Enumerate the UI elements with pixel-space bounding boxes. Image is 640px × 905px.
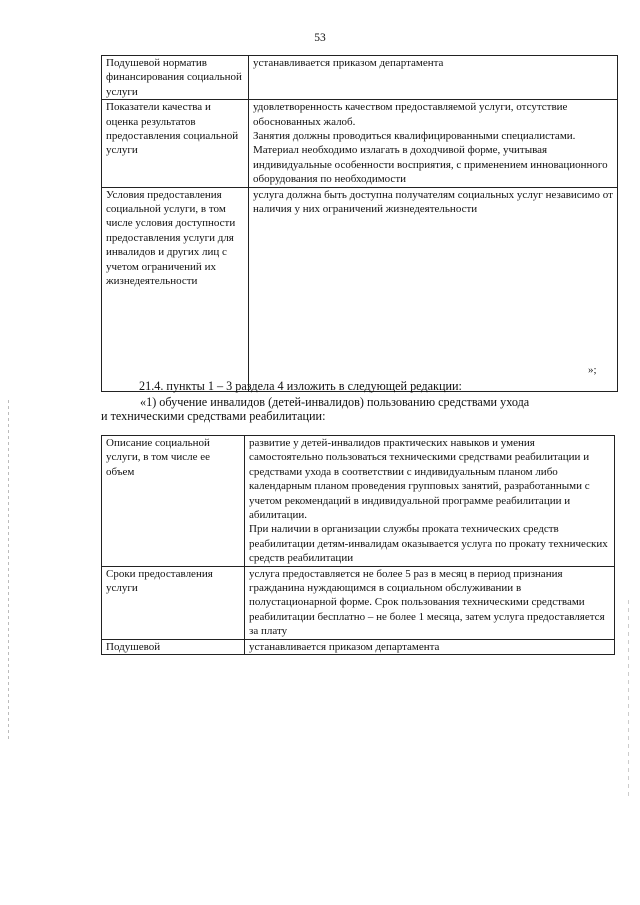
row-label-financing-norm-partial: Подушевой <box>102 639 245 654</box>
row-value-accessibility-conditions: услуга должна быть доступна получателям социальных услуг независимо от наличия у них ограничений жизнедеятельности <box>249 187 618 391</box>
row-label-accessibility-conditions: Условия предоставления социальной услуги, в том числе условия доступности предоставления услуги для инвалидов и других лиц с учетом ограничений их жизнедеятельности <box>102 187 249 391</box>
row-value-service-terms: услуга предоставляется не более 5 раз в месяц в период признания гражданина нуждающимся в социальном обслуживании в полустационарной форме. Срок пользования техническими средствами реабилитации бесплатно – не более 1 месяца, затем услуга предоставляется за плату <box>245 566 615 639</box>
row-value-service-description: развитие у детей-инвалидов практических навыков и умения самостоятельно пользоваться техническими средствами реабилитации и средствами ухода в соответствии с индивидуальным планом либо календарным планом проведения групповых занятий, разработанными с учетом рекомендаций в индивидуальной программе реабилитации и абилитации. При наличии в организации службы проката технических средств реабилитации детям-инвалидам оказывается услуга по прокату технических средств реабилитации <box>245 436 615 567</box>
row-value-financing-norm-partial: устанавливается приказом департамента <box>245 639 615 654</box>
table-row <box>102 436 615 567</box>
table-row <box>102 100 618 187</box>
table-row <box>102 566 615 639</box>
service-standard-table-top <box>101 55 618 392</box>
page-number: 53 <box>314 32 326 44</box>
table-row <box>102 187 618 391</box>
row-label-service-description: Описание социальной услуги, в том числе ее объем <box>102 436 245 567</box>
table-row <box>102 56 618 100</box>
item-1-text-line2: и техническими средствами реабилитации: <box>101 409 326 423</box>
row-label-quality-indicators: Показатели качества и оценка результатов предоставления социальной услуги <box>102 100 249 187</box>
clause-heading: 21.4. пункты 1 – 3 раздела 4 изложить в следующей редакции: <box>139 379 462 393</box>
row-label-service-terms: Сроки предоставления услуги <box>102 566 245 639</box>
row-value-quality-indicators: удовлетворенность качеством предоставляемой услуги, отсутствие обоснованных жалоб. Занятия должны проводиться квалифицированными специалистами. Материал необходимо излагать в доходчивой форме, учитывая индивидуальные особенности восприятия, с применением инновационного оборудования по необходимости <box>249 100 618 187</box>
service-standard-table-bottom <box>101 435 615 655</box>
scan-margin-line-left <box>8 400 9 740</box>
closing-quote: »; <box>588 364 597 376</box>
table-row <box>102 639 615 654</box>
item-1-text-line1: «1) обучение инвалидов (детей-инвалидов) пользованию средствами ухода <box>140 395 530 409</box>
row-value-financing-norm: устанавливается приказом департамента <box>249 56 618 100</box>
row-label-financing-norm: Подушевой норматив финансирования социальной услуги <box>102 56 249 100</box>
scan-margin-line-right <box>628 600 629 800</box>
